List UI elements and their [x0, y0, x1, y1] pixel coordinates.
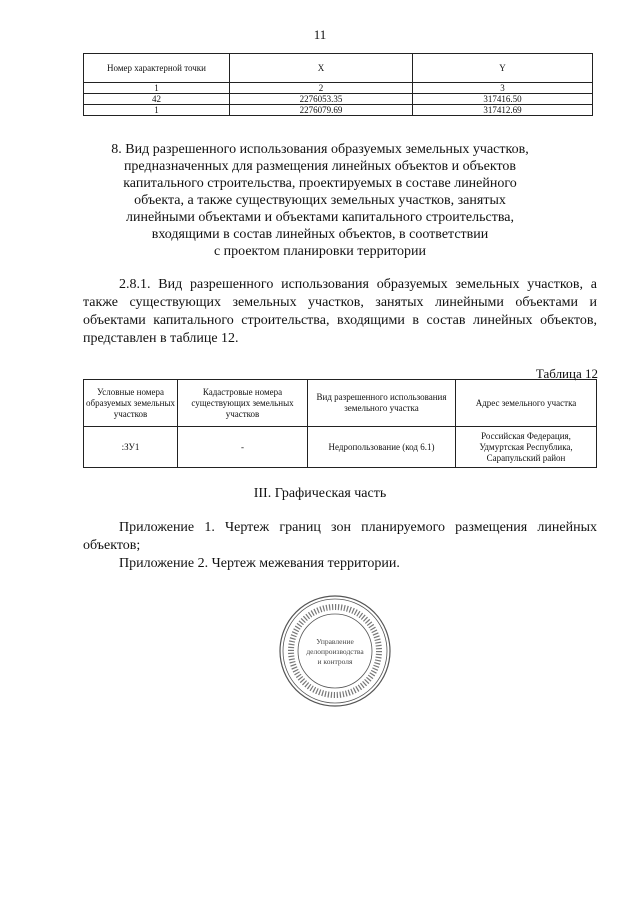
paragraph-text: 2.8.1. Вид разрешенного использования образуемых земельных участков, а также существующих земельных участков, занятых линейными объектами и объектами капитального строительства, входящими в состав линейных объектов, представлен в таблице 12. — [83, 277, 597, 346]
title-line: линейными объектами и объектами капитального строительства, — [126, 210, 514, 225]
table-cell: 1 — [84, 105, 230, 116]
table-cell: 2276079.69 — [230, 105, 413, 116]
coordinates-table — [83, 53, 593, 116]
stamp-text-line: делопроизводства — [306, 647, 364, 656]
table-cell-code: :ЗУ1 — [84, 427, 178, 468]
title-line: 8. Вид разрешенного использования образуемых земельных участков, — [111, 142, 529, 157]
table-cell: 317412.69 — [413, 105, 593, 116]
title-line: объекта, а также существующих земельных участков, занятых — [134, 193, 506, 208]
title-line: предназначенных для размещения линейных объектов и объектов — [123, 159, 517, 174]
appendix-1 — [83, 519, 597, 555]
stamp-text-line: и контроля — [317, 657, 353, 666]
table-header-cell: Вид разрешенного использования земельного участка — [308, 380, 456, 427]
table-cell: 1 — [84, 83, 230, 94]
table-cell-cadastral: - — [178, 427, 308, 468]
table-cell: 3 — [413, 83, 593, 94]
table-cell: 42 — [84, 94, 230, 105]
table-12 — [83, 379, 597, 468]
table-header-cell: Условные номера образуемых земельных участков — [84, 380, 178, 427]
table-cell: 2 — [230, 83, 413, 94]
address-line: Удмуртская Республика, — [479, 441, 573, 452]
appendix-text: Приложение 1. Чертеж границ зон планируемого размещения линейных объектов; — [83, 520, 597, 553]
address-line: Сарапульский район — [486, 452, 566, 463]
page-number: 11 — [313, 27, 327, 42]
section-8-title — [100, 141, 540, 260]
part-3-title: III. Графическая часть — [253, 486, 387, 501]
title-line: капитального строительства, проектируемых в составе линейного — [123, 176, 517, 191]
table-header-cell: Адрес земельного участка — [456, 380, 597, 427]
paragraph-2-8-1 — [83, 276, 597, 348]
appendix-2 — [83, 555, 597, 573]
table-header-cell: Y — [413, 54, 593, 83]
table-header-cell: Кадастровые номера существующих земельных участков — [178, 380, 308, 427]
stamp-text-line: Управление — [316, 637, 354, 646]
table-header-cell: Номер характерной точки — [84, 54, 230, 83]
table-12-caption: Таблица 12 — [535, 366, 598, 381]
table-cell-address — [456, 427, 597, 468]
table-cell: 2276053.35 — [230, 94, 413, 105]
title-line: входящими в состав линейных объектов, в соответствии — [151, 227, 489, 242]
title-line: с проектом планировки территории — [213, 244, 427, 259]
address-line: Российская Федерация, — [481, 430, 571, 441]
table-header-cell: X — [230, 54, 413, 83]
table-cell-use: Недропользование (код 6.1) — [308, 427, 456, 468]
table-cell: 317416.50 — [413, 94, 593, 105]
office-stamp — [278, 594, 392, 708]
appendix-text: Приложение 2. Чертеж межевания территории. — [119, 556, 400, 571]
